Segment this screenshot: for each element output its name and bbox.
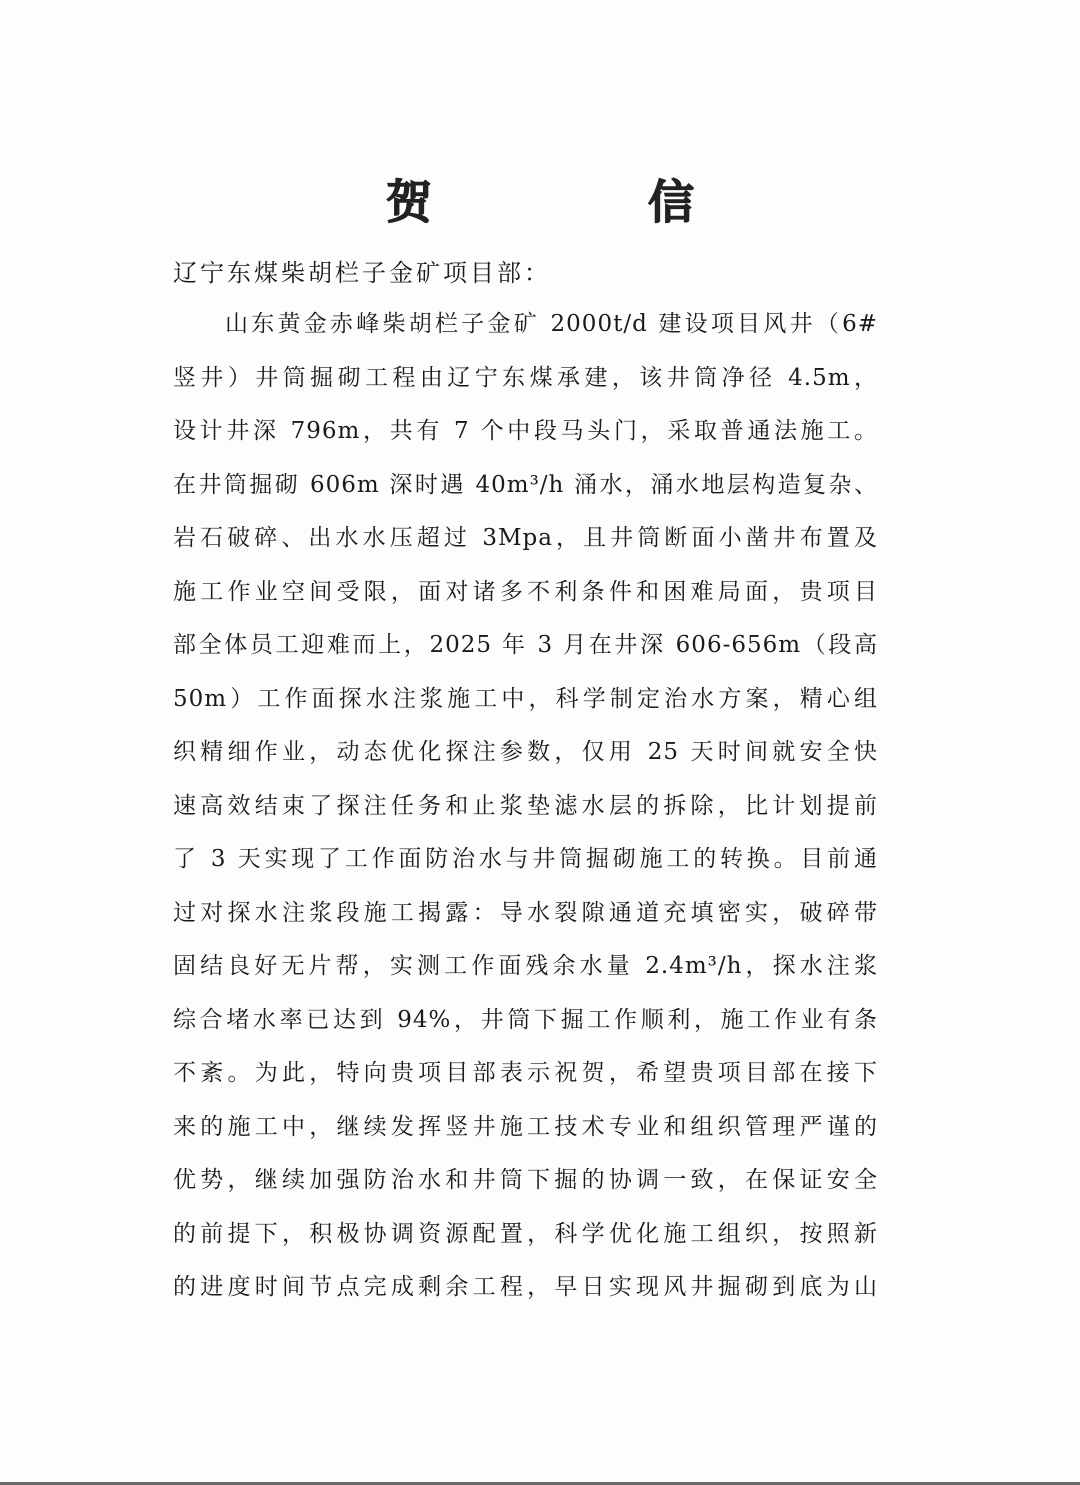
body-line: 设计井深 796m，共有 7 个中段马头门，采取普通法施工。	[173, 418, 878, 444]
body-line: 部全体员工迎难而上，2025 年 3 月在井深 606-656m（段高	[173, 632, 878, 658]
letter-salutation: 辽宁东煤柴胡栏子金矿项目部：	[173, 259, 551, 287]
body-line: 固结良好无片帮，实测工作面残余水量 2.4m³/h，探水注浆	[173, 953, 878, 979]
body-line: 优势，继续加强防治水和井筒下掘的协调一致，在保证安全	[173, 1167, 878, 1193]
body-line: 50m）工作面探水注浆施工中，科学制定治水方案，精心组	[173, 685, 878, 712]
body-line: 施工作业空间受限，面对诸多不利条件和困难局面，贵项目	[173, 578, 878, 605]
body-line: 的前提下，积极协调资源配置，科学优化施工组织，按照新	[173, 1220, 878, 1247]
body-line: 在井筒掘砌 606m 深时遇 40m³/h 涌水，涌水地层构造复杂、	[173, 471, 878, 498]
body-line: 过对探水注浆段施工揭露：导水裂隙通道充填密实，破碎带	[173, 899, 878, 926]
body-line: 山东黄金赤峰柴胡栏子金矿 2000t/d 建设项目风井（6#	[225, 311, 878, 337]
body-line: 的进度时间节点完成剩余工程，早日实现风井掘砌到底为山	[173, 1274, 878, 1300]
body-line: 综合堵水率已达到 94%，井筒下掘工作顺利，施工作业有条	[173, 1006, 878, 1033]
body-line: 来的施工中，继续发挥竖井施工技术专业和组织管理严谨的	[173, 1113, 878, 1140]
body-line: 速高效结束了探注任务和止浆垫滤水层的拆除，比计划提前	[173, 792, 878, 819]
letter-title: 贺 信	[385, 175, 794, 229]
body-line: 了 3 天实现了工作面防治水与井筒掘砌施工的转换。目前通	[173, 846, 878, 872]
letter-body	[173, 298, 878, 1315]
body-line: 岩石破碎、出水水压超过 3Mpa，且井筒断面小凿井布置及	[173, 525, 878, 551]
body-line: 织精细作业，动态优化探注参数，仅用 25 天时间就安全快	[173, 739, 878, 765]
body-line: 竖井）井筒掘砌工程由辽宁东煤承建，该井筒净径 4.5m，	[173, 364, 878, 391]
body-line: 不紊。为此，特向贵项目部表示祝贺，希望贵项目部在接下	[173, 1060, 878, 1086]
